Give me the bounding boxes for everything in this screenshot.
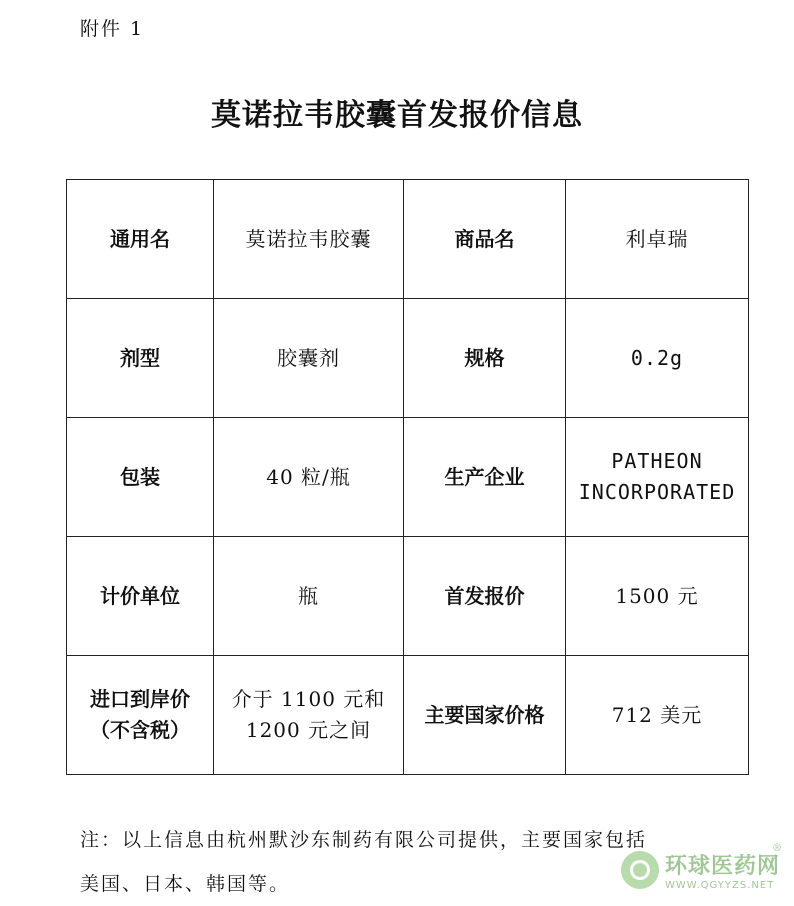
footnote-line-1: 注：以上信息由杭州默沙东制药有限公司提供，主要国家包括 bbox=[80, 829, 648, 851]
watermark-name: 环球医药网 bbox=[664, 854, 780, 879]
table-row bbox=[67, 180, 749, 299]
import-cif-price-line-2: 1200 元之间 bbox=[245, 718, 372, 742]
page-title: 莫诺拉韦胶囊首发报价信息 bbox=[211, 98, 583, 133]
import-cif-price-label-line-2: （不含税） bbox=[90, 718, 190, 742]
launch-price-label: 首发报价 bbox=[404, 537, 566, 656]
major-country-price-label: 主要国家价格 bbox=[404, 656, 566, 775]
attachment-label: 附件 1 bbox=[80, 18, 145, 40]
dosage-form-value: 胶囊剂 bbox=[214, 299, 404, 418]
watermark-text bbox=[665, 849, 780, 891]
import-cif-price-label bbox=[67, 656, 214, 775]
table-row bbox=[67, 537, 749, 656]
table-row bbox=[67, 299, 749, 418]
registered-mark: ® bbox=[772, 843, 782, 854]
launch-price-value: 1500 元 bbox=[566, 537, 749, 656]
specification-label: 规格 bbox=[404, 299, 566, 418]
globe-logo-icon bbox=[621, 851, 659, 889]
import-cif-price-label-line-1: 进口到岸价 bbox=[90, 687, 190, 711]
watermark bbox=[621, 843, 782, 891]
footnote-line-2: 美国、日本、韩国等。 bbox=[80, 873, 291, 895]
manufacturer-value bbox=[566, 418, 749, 537]
price-info-table bbox=[66, 179, 749, 775]
dosage-form-label: 剂型 bbox=[67, 299, 214, 418]
import-cif-price-value bbox=[214, 656, 404, 775]
specification-value: 0.2g bbox=[566, 299, 749, 418]
manufacturer-line-1: PATHEON bbox=[611, 449, 703, 473]
table-row bbox=[67, 418, 749, 537]
generic-name-value: 莫诺拉韦胶囊 bbox=[214, 180, 404, 299]
table-row bbox=[67, 656, 749, 775]
import-cif-price-line-1: 介于 1100 元和 bbox=[231, 687, 386, 711]
manufacturer-label: 生产企业 bbox=[404, 418, 566, 537]
watermark-url: WWW.QGYYZS.NET bbox=[664, 880, 775, 891]
pricing-unit-label: 计价单位 bbox=[67, 537, 214, 656]
major-country-price-value: 712 美元 bbox=[566, 656, 749, 775]
packaging-value: 40 粒/瓶 bbox=[214, 418, 404, 537]
generic-name-label: 通用名 bbox=[67, 180, 214, 299]
packaging-label: 包装 bbox=[67, 418, 214, 537]
brand-name-label: 商品名 bbox=[404, 180, 566, 299]
manufacturer-line-2: INCORPORATED bbox=[578, 480, 736, 504]
brand-name-value: 利卓瑞 bbox=[566, 180, 749, 299]
pricing-unit-value: 瓶 bbox=[214, 537, 404, 656]
